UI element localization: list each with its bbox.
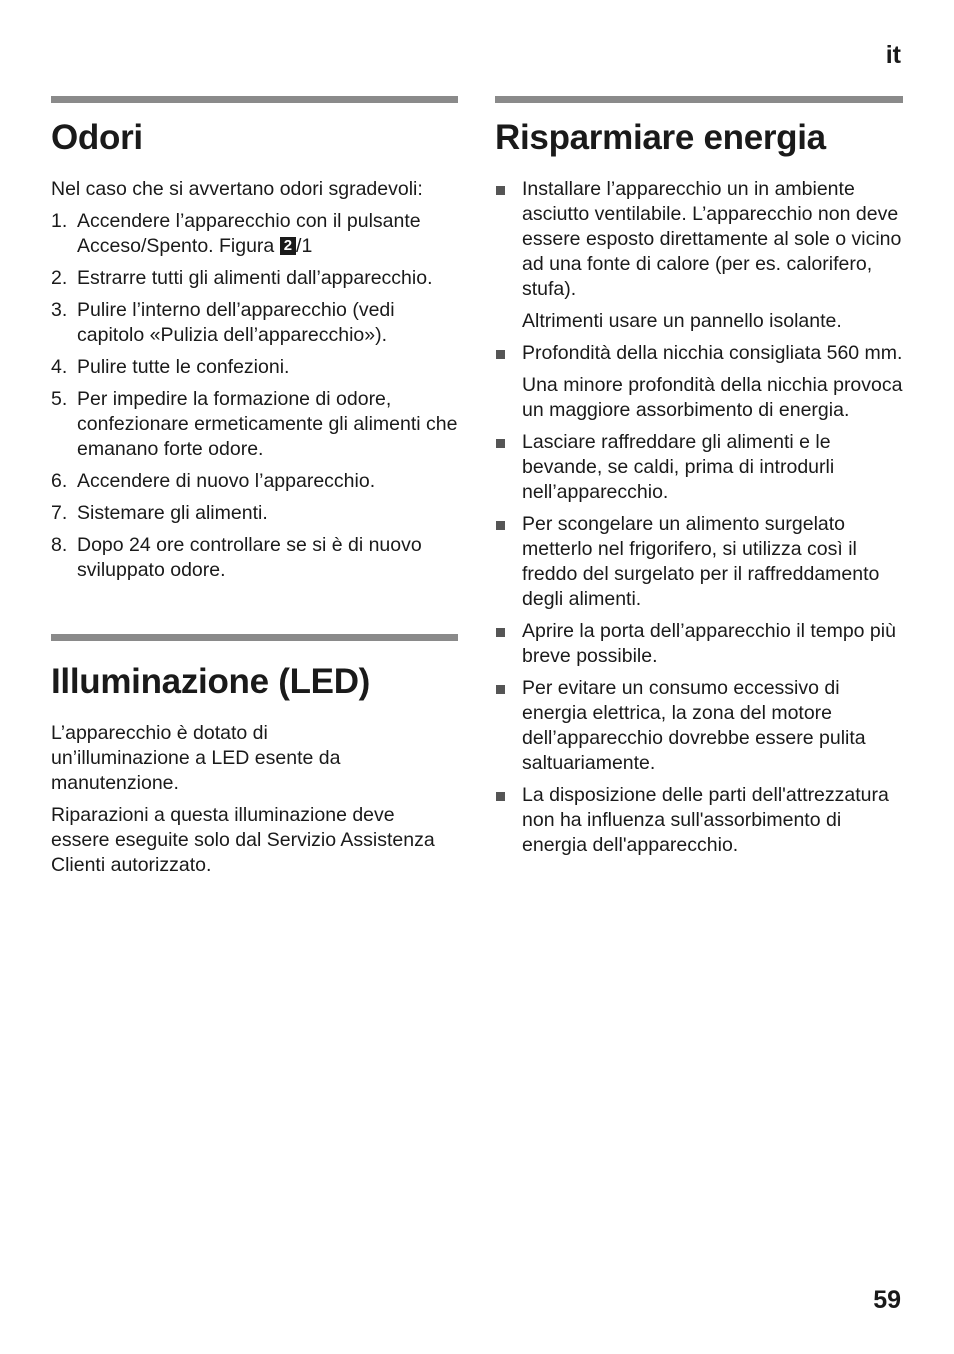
step-text: Per impedire la formazione di odore, confezionare ermeticamente gli alimenti che emanano forte odore.	[77, 388, 458, 460]
list-item	[495, 341, 903, 423]
step-number: 1.	[51, 210, 68, 232]
illuminazione-paragraph: L’apparecchio è dotato di un’illuminazione a LED esente da manutenzione.	[51, 722, 341, 794]
section-rule	[51, 634, 458, 641]
bullet-text: Per scongelare un alimento surgelato metterlo nel frigorifero, si utilizza così il freddo del surgelato per il raffreddamento degli alimenti.	[522, 513, 880, 610]
bullet-text: Profondità della nicchia consigliata 560 mm.	[522, 342, 903, 364]
list-item	[495, 177, 903, 334]
list-item	[51, 355, 458, 380]
bullet-square-icon	[496, 628, 505, 637]
right-column	[495, 96, 903, 865]
list-item	[495, 430, 903, 505]
risparmiare-heading: Risparmiare energia	[495, 118, 826, 157]
list-item	[495, 619, 903, 669]
list-item	[495, 512, 903, 612]
bullet-text: Per evitare un consumo eccessivo di energia elettrica, la zona del motore dell’apparecchio dovrebbe essere pulita saltuariamente.	[522, 677, 866, 774]
list-item	[495, 783, 903, 858]
bullet-subtext: Una minore profondità della nicchia provoca un maggiore assorbimento di energia.	[522, 374, 903, 421]
step-text: Accendere di nuovo l’apparecchio.	[77, 470, 376, 492]
odori-steps-list	[51, 209, 458, 583]
bullet-text: La disposizione delle parti dell'attrezzatura non ha influenza sull'assorbimento di energia dell'apparecchio.	[522, 784, 889, 856]
left-column	[51, 96, 458, 885]
risparmiare-bullets-list	[495, 177, 903, 858]
list-item	[51, 469, 458, 494]
step-number: 3.	[51, 299, 68, 321]
step-text: Dopo 24 ore controllare se si è di nuovo sviluppato odore.	[77, 534, 422, 581]
section-rule	[495, 96, 903, 103]
step-number: 7.	[51, 502, 68, 524]
step-text: Sistemare gli alimenti.	[77, 502, 268, 524]
bullet-text: Aprire la porta dell’apparecchio il tempo più breve possibile.	[522, 620, 896, 667]
bullet-subtext: Altrimenti usare un pannello isolante.	[522, 310, 842, 332]
section-rule	[51, 96, 458, 103]
step-number: 6.	[51, 470, 68, 492]
odori-intro: Nel caso che si avvertano odori sgradevoli:	[51, 178, 423, 200]
bullet-text: Lasciare raffreddare gli alimenti e le bevande, se caldi, prima di introdurli nell’apparecchio.	[522, 431, 835, 503]
list-item	[51, 501, 458, 526]
illuminazione-heading: Illuminazione (LED)	[51, 662, 371, 701]
step-number: 5.	[51, 388, 68, 410]
list-item	[51, 387, 458, 462]
bullet-square-icon	[496, 521, 505, 530]
bullet-square-icon	[496, 685, 505, 694]
step-number: 4.	[51, 356, 68, 378]
list-item	[51, 533, 458, 583]
bullet-text: Installare l’apparecchio un in ambiente asciutto ventilabile. L’apparecchio non deve essere esposto direttamente al sole o vicino ad una fonte di calore (per es. calorifero, stufa).	[522, 178, 902, 300]
step-number: 8.	[51, 534, 68, 556]
list-item	[495, 676, 903, 776]
bullet-square-icon	[496, 792, 505, 801]
step-number: 2.	[51, 267, 68, 289]
illuminazione-paragraph: Riparazioni a questa illuminazione deve essere eseguite solo dal Servizio Assistenza Clienti autorizzato.	[51, 804, 435, 876]
page-number: 59	[873, 1286, 901, 1314]
step-text: Pulire l’interno dell’apparecchio (vedi capitolo «Pulizia dell’apparecchio»).	[77, 299, 395, 346]
list-item	[51, 209, 458, 259]
step-text-suffix: /1	[296, 235, 313, 257]
list-item	[51, 298, 458, 348]
language-tag: it	[885, 41, 901, 69]
bullet-square-icon	[496, 439, 505, 448]
step-text: Pulire tutte le confezioni.	[77, 356, 290, 378]
step-text: Estrarre tutti gli alimenti dall’apparecchio.	[77, 267, 433, 289]
bullet-square-icon	[496, 186, 505, 195]
odori-heading: Odori	[51, 118, 143, 157]
list-item	[51, 266, 458, 291]
bullet-square-icon	[496, 350, 505, 359]
step-text: Accendere l’apparecchio con il pulsante Acceso/Spento. Figura	[77, 210, 421, 257]
figure-badge: 2	[280, 237, 296, 255]
